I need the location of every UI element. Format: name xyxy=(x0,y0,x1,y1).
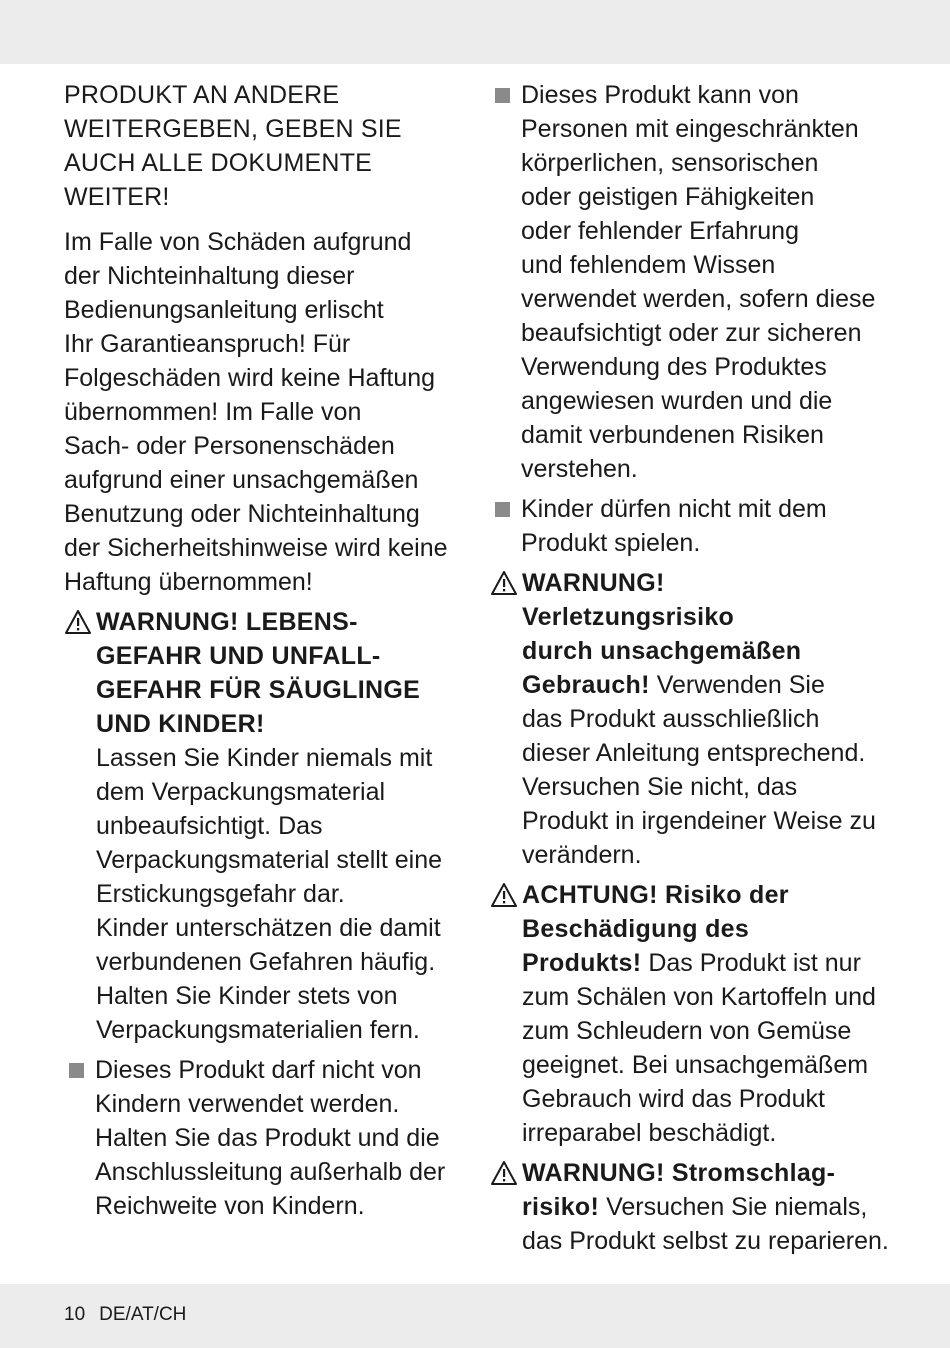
text-line xyxy=(522,668,890,702)
warning-title-end: Gebrauch! xyxy=(522,671,650,699)
text-line: GEFAHR UND UNFALL- xyxy=(96,642,381,670)
text-line: Produkt in irgendeiner Weise zu xyxy=(522,807,876,835)
text-line: Benutzung oder Nichteinhaltung xyxy=(64,500,420,528)
text-line: Kindern verwendet werden. xyxy=(95,1090,400,1118)
text-line: aufgrund einer unsachgemäßen xyxy=(64,466,419,494)
text-line: beaufsichtigt oder zur sicheren xyxy=(521,319,862,347)
caps-paragraph xyxy=(64,78,449,214)
text-line: irreparabel beschädigt. xyxy=(522,1119,777,1147)
text-line: WARNUNG! Stromschlag- xyxy=(522,1159,836,1187)
text-line: unbeaufsichtigt. Das xyxy=(96,812,323,840)
text-line: verwendet werden, sofern diese xyxy=(521,285,876,313)
text-line: der Nichteinhaltung dieser xyxy=(64,262,355,290)
liability-paragraph xyxy=(64,225,449,599)
warning-title-end: risiko! xyxy=(522,1193,600,1221)
text-line xyxy=(522,1190,890,1224)
right-column xyxy=(490,78,890,1264)
text-line: Dieses Produkt kann von xyxy=(521,81,799,109)
text-line: Bedienungsanleitung erlischt xyxy=(64,296,384,324)
left-column xyxy=(64,78,449,1229)
caution-title-end: Produkts! xyxy=(522,949,642,977)
warning-title xyxy=(96,605,449,741)
text-line: dieser Anleitung entsprechend. xyxy=(522,739,866,767)
text-line: UND KINDER! xyxy=(96,710,265,738)
text-line: WEITERGEBEN, GEBEN SIE xyxy=(64,115,402,143)
square-bullet-icon xyxy=(495,502,510,517)
text-line: GEFAHR FÜR SÄUGLINGE xyxy=(96,676,421,704)
text-line: Halten Sie das Produkt und die xyxy=(95,1124,440,1152)
text-line: Beschädigung des xyxy=(522,915,750,943)
text-line: Versuchen Sie nicht, das xyxy=(522,773,798,801)
page-number: 10 xyxy=(64,1304,86,1325)
text-line: Verpackungsmaterialien fern. xyxy=(96,1016,420,1044)
text-line: Sach- oder Personenschäden xyxy=(64,432,395,460)
text-line: PRODUKT AN ANDERE xyxy=(64,81,340,109)
text-line: WEITER! xyxy=(64,183,170,211)
text-line: verbundenen Gefahren häufig. xyxy=(96,948,436,976)
text-line: dem Verpackungsmaterial xyxy=(96,778,386,806)
text-line: Erstickungsgefahr dar. xyxy=(96,880,345,908)
text-line: zum Schleudern von Gemüse xyxy=(522,1017,852,1045)
text-line: Produkt spielen. xyxy=(521,529,701,557)
text-line: Ihr Garantieanspruch! Für xyxy=(64,330,351,358)
text-line: Kinder unterschätzen die damit xyxy=(96,914,441,942)
caution-damage-block xyxy=(490,878,890,1150)
text-line: körperlichen, sensorischen xyxy=(521,149,819,177)
warning-children-block xyxy=(64,605,449,1047)
text-line: übernommen! Im Falle von xyxy=(64,398,362,426)
text-line: geeignet. Bei unsachgemäßem xyxy=(522,1051,869,1079)
top-band xyxy=(0,0,950,64)
text-line: AUCH ALLE DOKUMENTE xyxy=(64,149,373,177)
text-line: verändern. xyxy=(522,841,642,869)
warning-electric-block xyxy=(490,1156,890,1258)
text-line: durch unsachgemäßen xyxy=(522,637,802,665)
text-line: das Produkt ausschließlich xyxy=(522,705,820,733)
warning-text-start: Versuchen Sie niemals, xyxy=(606,1193,868,1221)
text-line: oder geistigen Fähigkeiten xyxy=(521,183,815,211)
text-line: Verletzungsrisiko xyxy=(522,603,735,631)
warning-triangle-icon xyxy=(64,609,92,635)
page-footer xyxy=(64,1304,200,1326)
text-line: Verpackungsmaterial stellt eine xyxy=(96,846,443,874)
text-line: Lassen Sie Kinder niemals mit xyxy=(96,744,433,772)
text-line: WARNUNG! xyxy=(522,569,665,597)
warning-triangle-icon xyxy=(490,570,518,596)
text-line: angewiesen wurden und die xyxy=(521,387,833,415)
caution-text-start: Das Produkt ist nur xyxy=(648,949,861,977)
text-line: das Produkt selbst zu reparieren. xyxy=(522,1227,889,1255)
text-line: WARNUNG! LEBENS- xyxy=(96,608,358,636)
text-line: Anschlussleitung außerhalb der xyxy=(95,1158,446,1186)
warning-text-start: Verwenden Sie xyxy=(656,671,825,699)
text-line: Reichweite von Kindern. xyxy=(95,1192,365,1220)
text-line: zum Schälen von Kartoffeln und xyxy=(522,983,876,1011)
text-line: damit verbundenen Risiken xyxy=(521,421,824,449)
warning-injury-block xyxy=(490,566,890,872)
text-line: und fehlendem Wissen xyxy=(521,251,776,279)
text-line: Kinder dürfen nicht mit dem xyxy=(521,495,827,523)
bullet-item xyxy=(490,78,890,486)
text-line: verstehen. xyxy=(521,455,638,483)
text-line: der Sicherheitshinweise wird keine xyxy=(64,534,448,562)
text-line: ACHTUNG! Risiko der xyxy=(522,881,789,909)
locale-label: DE/AT/CH xyxy=(99,1304,187,1325)
text-line: oder fehlender Erfahrung xyxy=(521,217,799,245)
text-line xyxy=(522,946,890,980)
text-line: Personen mit eingeschränkten xyxy=(521,115,859,143)
text-line: Haftung übernommen! xyxy=(64,568,313,596)
bullet-item xyxy=(64,1053,449,1223)
warning-triangle-icon xyxy=(490,1160,518,1186)
warning-text xyxy=(96,741,449,1047)
bullet-item xyxy=(490,492,890,560)
text-line: Gebrauch wird das Produkt xyxy=(522,1085,825,1113)
text-line: Halten Sie Kinder stets von xyxy=(96,982,398,1010)
square-bullet-icon xyxy=(495,88,510,103)
text-line: Im Falle von Schäden aufgrund xyxy=(64,228,412,256)
warning-triangle-icon xyxy=(490,882,518,908)
text-line: Folgeschäden wird keine Haftung xyxy=(64,364,436,392)
text-line: Dieses Produkt darf nicht von xyxy=(95,1056,422,1084)
square-bullet-icon xyxy=(69,1063,84,1078)
text-line: Verwendung des Produktes xyxy=(521,353,827,381)
